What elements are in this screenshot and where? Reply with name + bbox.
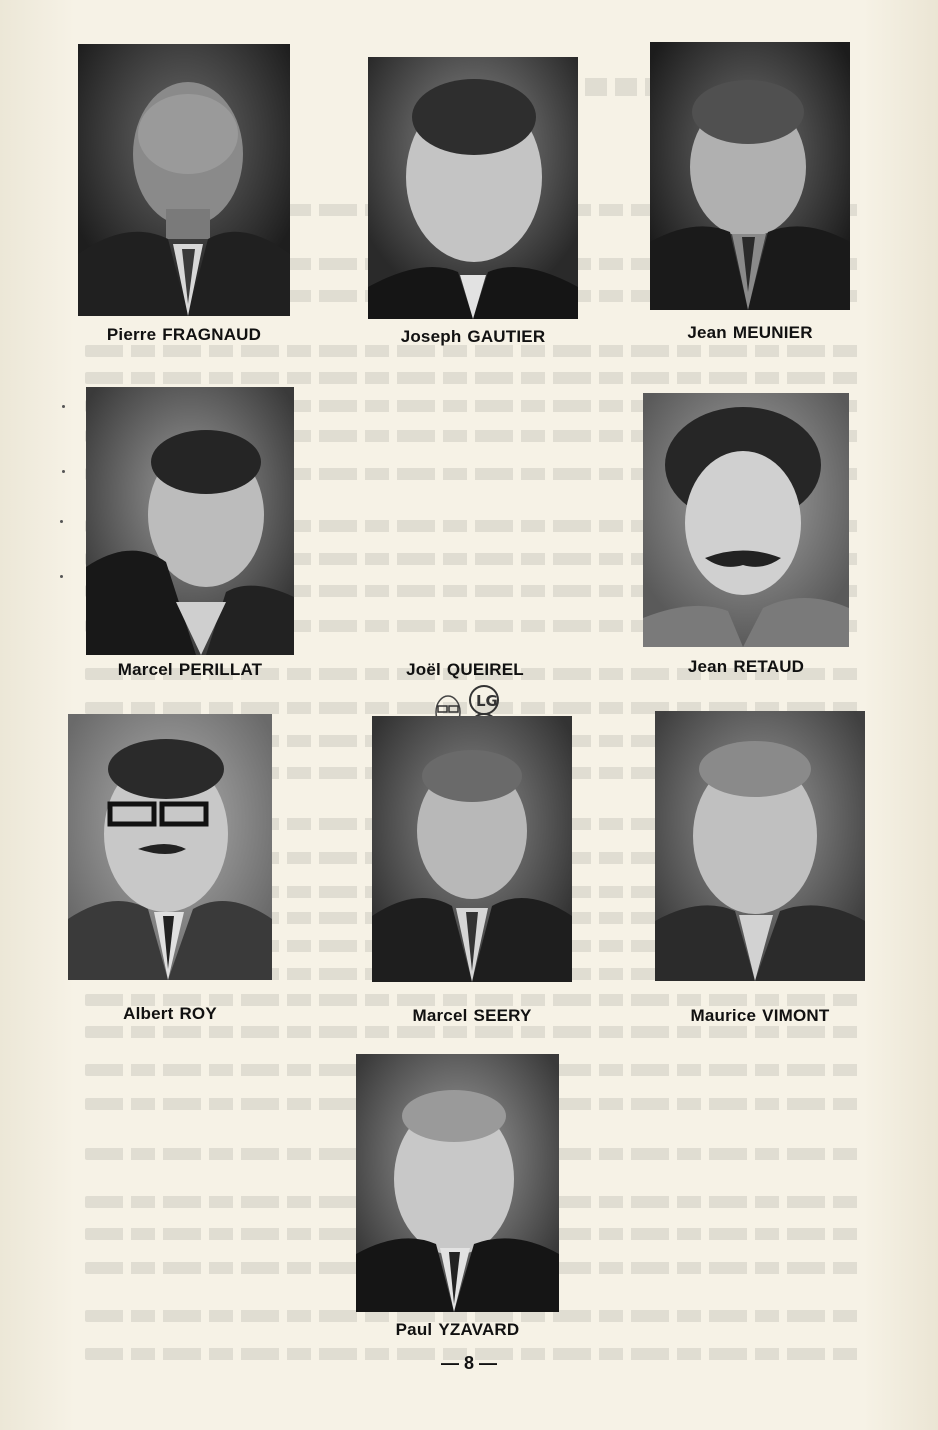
last-name: PERILLAT [178,660,263,679]
page-number: — 8 — [440,1353,497,1373]
person-name-caption [372,1006,572,1026]
person-name-caption [655,1006,865,1026]
first-name: Maurice [690,1006,757,1025]
person-name-caption [68,1004,272,1024]
portrait-paul-yzavard [356,1054,559,1344]
last-name: QUEIREL [446,660,524,679]
last-name: FRAGNAUD [162,325,262,344]
person-name-caption [643,657,849,677]
portrait-marcel-perillat [86,387,294,687]
portrait-maurice-vimont [655,711,865,1027]
last-name: RETAUD [733,657,805,676]
margin-mark [60,520,63,523]
portrait-pierre-fragnaud [78,44,290,350]
last-name: GAUTIER [467,327,546,346]
portrait-photo [655,711,865,981]
last-name: YZAVARD [438,1320,520,1339]
svg-text:LG: LG [476,692,498,710]
first-name: Marcel [412,1006,468,1025]
first-name: Joseph [400,327,462,346]
first-name: Paul [395,1320,433,1339]
margin-mark [62,470,65,473]
last-name: MEUNIER [732,323,813,342]
person-name-caption [86,660,294,680]
last-name: ROY [179,1004,217,1023]
portrait-joseph-gautier [368,57,578,351]
first-name: Jean [687,657,728,676]
last-name: SEERY [473,1006,532,1025]
margin-mark [62,405,65,408]
portrait-photo [643,393,849,647]
portrait-photo [68,714,272,980]
portrait-marcel-seery [372,716,572,1028]
first-name: Marcel [117,660,173,679]
person-name-caption [78,325,290,345]
first-name: Pierre [106,325,157,344]
portrait-albert-roy [68,714,272,1028]
portrait-photo [356,1054,559,1312]
first-name: Joël [406,660,441,679]
portrait-jean-retaud [643,393,849,687]
person-name-caption [370,660,560,680]
portrait-photo [372,716,572,982]
person-name-caption [650,323,850,343]
first-name: Jean [687,323,727,342]
portrait-photo [650,42,850,310]
person-name-caption [368,327,578,347]
person-name-caption [356,1320,559,1340]
portrait-photo [78,44,290,316]
first-name: Albert [123,1004,174,1023]
margin-mark [60,575,63,578]
last-name: VIMONT [762,1006,830,1025]
portrait-photo [368,57,578,319]
portrait-photo [86,387,294,655]
portrait-jean-meunier [650,42,850,344]
